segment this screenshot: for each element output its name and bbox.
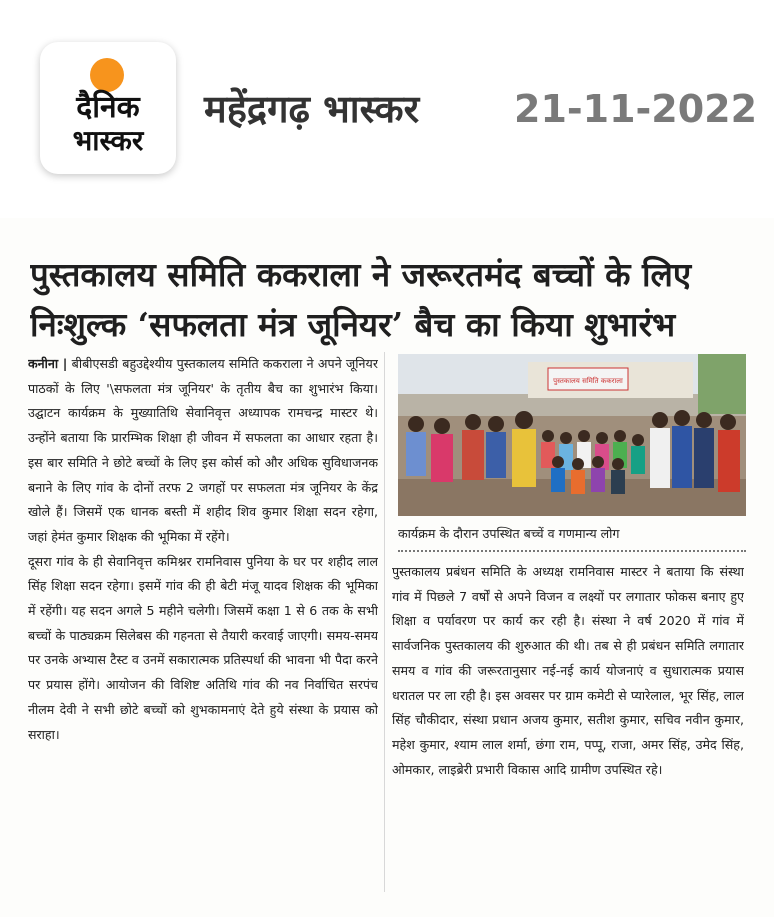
dateline: कनीना | bbox=[28, 356, 68, 371]
edition-date: 21-11-2022 bbox=[514, 87, 758, 131]
group-photo-illustration bbox=[398, 354, 746, 516]
article-headline bbox=[30, 250, 742, 350]
article-column-left bbox=[28, 352, 378, 892]
news-clipping bbox=[0, 218, 774, 917]
article-column-right bbox=[392, 560, 744, 898]
headline-line-2: निःशुल्क ‘सफलता मंत्र जूनियर’ बैच का किया शुभारंभ bbox=[30, 305, 676, 344]
headline-line-1: पुस्तकालय समिति ककराला ने जरूरतमंद बच्चों के लिए bbox=[30, 255, 692, 294]
column-divider bbox=[384, 352, 385, 892]
photo-banner-text: पुस्तकालय समिति ककराला bbox=[553, 377, 623, 385]
page-header bbox=[0, 0, 774, 218]
logo-text-line1: दैनिक bbox=[76, 90, 140, 125]
logo-text-line2: भास्कर bbox=[72, 124, 144, 157]
article-paragraph-3: पुस्तकालय प्रबंधन समिति के अध्यक्ष रामनिवास मास्टर ने बताया कि संस्था गांव में पिछले 7 वर्षों से अपने विजन व लक्ष्यों पर लगातार फोकस बनाए हुए शिक्षा व पर्यावरण पर कार्य कर रही है। संस्था ने वर्ष 2020 में गांव में सार्वजनिक पुस्तकालय की शुरुआत की थी। तब से ही प्रबंधन समिति लगातार समय व गांव की जरूरतानुसार नई-नई कार्य योजनाएं व सुधारात्मक प्रयास धरातल पर ला रही है। इस अवसर पर ग्राम कमेटी से प्यारेलाल, भूर सिंह, लाल सिंह चौकीदार, संस्था प्रधान अजय कुमार, सतीश कुमार, सचिव नवीन कुमार, महेश कुमार, श्याम लाल शर्मा, छंगा राम, पप्पू, राजा, अमर सिंह, उमेद सिंह, ओमकार, लाइब्रेरी प्रभारी विकास आदि ग्रामीण उपस्थित रहे। bbox=[392, 564, 744, 777]
event-photo bbox=[398, 354, 746, 516]
sun-icon bbox=[90, 58, 124, 92]
dainik-bhaskar-logo bbox=[40, 42, 176, 174]
article-paragraph-2: दूसरा गांव के ही सेवानिवृत्त कमिश्नर रामनिवास पुनिया के घर पर शहीद लाल सिंह शिक्षा सदन रहेगा। इसमें गांव की ही बेटी मंजू यादव शिक्षक की भूमिका में रहेंगी। यह सदन अगले 5 महीने चलेगी। जिसमें कक्षा 1 से 6 तक के सभी बच्चों के पाठ्यक्रम सिलेबस की गहनता से तैयारी करवाई जाएगी। समय-समय पर उनके अभ्यास टैस्ट व उनमें सकारात्मक प्रतिस्पर्धा की भावना भी पैदा करने पर प्रयास होंगे। आयोजन की विशिष्ट अतिथि गांव की नव निर्वाचित सरपंच नीलम देवी ने सभी छोटे बच्चों को शुभकामनाएं देते हुये संस्था के प्रयास को सराहा। bbox=[28, 553, 378, 742]
next-article-cut-off bbox=[0, 902, 774, 917]
article-paragraph-1 bbox=[28, 352, 378, 550]
adjacent-column-fragment-right bbox=[760, 242, 774, 622]
photo-caption: कार्यक्रम के दौरान उपस्थित बच्चें व गणमान्य लोग bbox=[398, 524, 746, 552]
adjacent-column-fragment-left bbox=[0, 352, 14, 892]
paragraph-1-text: बीबीएसडी बहुउद्देश्यीय पुस्तकालय समिति ककराला ने अपने जूनियर पाठकों के लिए '\सफलता मंत्र जूनियर' के तृतीय बैच का शुभारंभ किया। उद्घाटन कार्यक्रम के मुख्यातिथि सेवानिवृत्त अध्यापक रामचन्द्र मास्टर थे। उन्होंने बताया कि प्रारम्भिक शिक्षा ही जीवन में सफलता का आधार रहता है। इस बार समिति ने छोटे बच्चों के लिए इस कोर्स को और अधिक सुविधाजनक बनाने के लिए गांव के दोनों तरफ 2 जगहों पर सफलता मंत्र जूनियर के केंद्र खोले हैं। जिसमें एक धानक बस्ती में शहीद शिव कुमार शिक्षा सदन रहेगा, जहां हेमंत कुमार शिक्षक की भूमिका में रहेंगे। bbox=[28, 356, 378, 544]
edition-title: महेंद्रगढ़ भास्कर bbox=[204, 87, 420, 131]
